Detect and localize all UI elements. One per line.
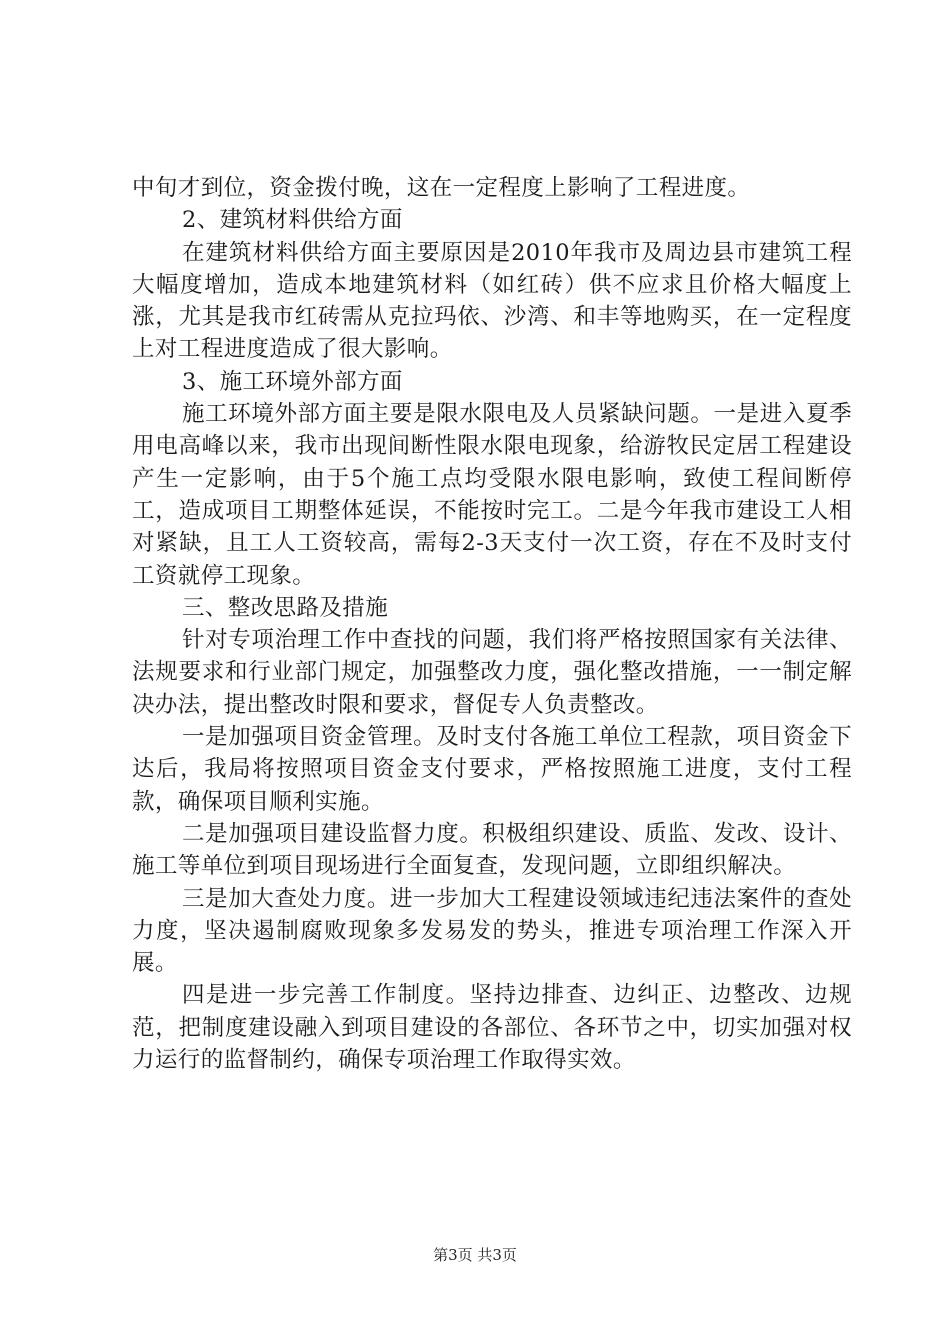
paragraph-building-materials: 在建筑材料供给方面主要原因是2010年我市及周边县市建筑工程大幅度增加，造成本地建筑材料（如红砖）供不应求且价格大幅度上涨，尤其是我市红砖需从克拉玛依、沙湾、和丰等地购买，在一定程度上对工程进度造成了很大影响。 [132, 239, 852, 363]
page-footer: 第3页 共3页 [433, 1246, 517, 1264]
paragraph-measure-system: 四是进一步完善工作制度。坚持边排查、边纠正、边整改、边规范，把制度建设融入到项目建设的各部位、各环节之中，切实加强对权力运行的监督制约，确保专项治理工作取得实效。 [132, 982, 852, 1074]
subheading-building-materials: 2、建筑材料供给方面 [182, 207, 403, 234]
paragraph-continuation: 中旬才到位，资金拨付晚，这在一定程度上影响了工程进度。 [132, 175, 751, 201]
paragraph-measure-supervision: 二是加强项目建设监督力度。积极组织建设、质监、发改、设计、施工等单位到项目现场进行全面复查，发现问题，立即组织解决。 [132, 820, 852, 880]
document-body [132, 172, 852, 1076]
subheading-construction-environment: 3、施工环境外部方面 [182, 368, 403, 395]
paragraph-measure-investigation: 三是加大查处力度。进一步加大工程建设领域违纪违法案件的查处力度，坚决遏制腐败现象多发易发的势头，推进专项治理工作深入开展。 [132, 885, 852, 977]
paragraph-measure-funds: 一是加强项目资金管理。及时支付各施工单位工程款，项目资金下达后，我局将按照项目资金支付要求，严格按照施工进度，支付工程款，确保项目顺利实施。 [132, 724, 852, 815]
section-heading-rectification: 三、整改思路及措施 [182, 594, 389, 621]
paragraph-construction-environment: 施工环境外部方面主要是限水限电及人员紧缺问题。一是进入夏季用电高峰以来，我市出现间断性限水限电现象，给游牧民定居工程建设产生一定影响，由于5个施工点均受限水限电影响，致使工程间断停工，造成项目工期整体延误，不能按时完工。二是今年我市建设工人相对紧缺，且工人工资较高，需每2-3天支付一次工资，存在不及时支付工资就停工现象。 [132, 401, 852, 589]
paragraph-rectification-intro: 针对专项治理工作中查找的问题，我们将严格按照国家有关法律、法规要求和行业部门规定，加强整改力度，强化整改措施，一一制定解决办法，提出整改时限和要求，督促专人负责整改。 [132, 627, 852, 718]
